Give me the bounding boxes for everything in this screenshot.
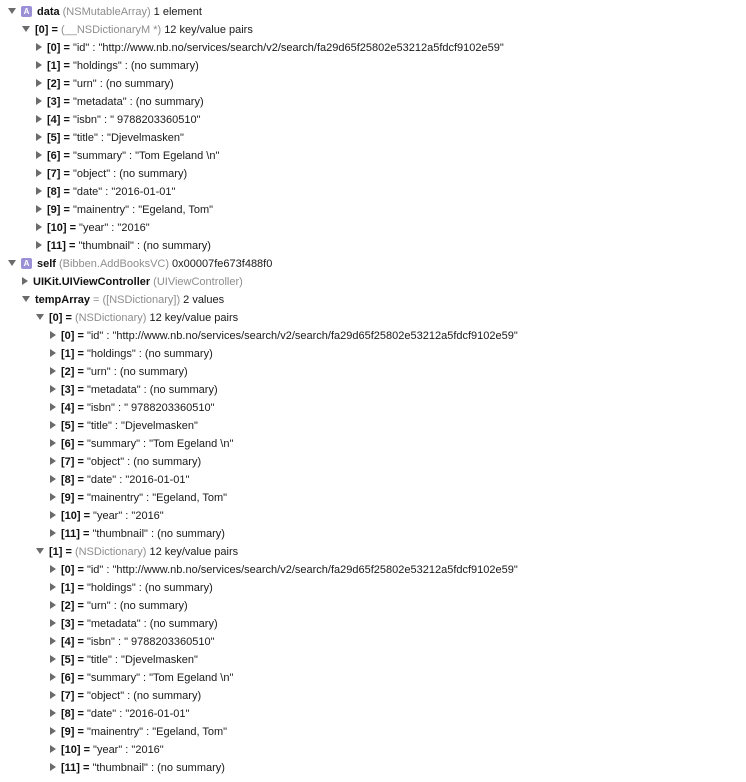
variable-name: [11] =: [61, 528, 90, 540]
variable-value: 1 element: [153, 6, 202, 18]
local-variable-icon: A: [21, 258, 32, 269]
disclosure-closed-icon[interactable]: [36, 151, 42, 159]
variable-value: "holdings" : (no summary): [86, 582, 213, 594]
variable-name: [3] =: [47, 96, 70, 108]
disclosure-closed-icon[interactable]: [50, 655, 56, 663]
variable-value: "urn" : (no summary): [86, 366, 188, 378]
disclosure-closed-icon[interactable]: [50, 745, 56, 753]
disclosure-closed-icon[interactable]: [36, 223, 42, 231]
variable-name: [7] =: [47, 168, 70, 180]
variable-row[interactable]: [0, 597, 746, 615]
disclosure-closed-icon[interactable]: [50, 367, 56, 375]
variable-row[interactable]: [0, 543, 746, 561]
variable-value: "year" : "2016": [93, 744, 164, 756]
variable-value: "date" : "2016-01-01": [86, 708, 190, 720]
variable-row[interactable]: [0, 129, 746, 147]
variable-row[interactable]: [0, 669, 746, 687]
variable-name: data: [37, 6, 60, 18]
variable-name: [5] =: [61, 654, 84, 666]
variable-name: [3] =: [61, 384, 84, 396]
disclosure-closed-icon[interactable]: [36, 79, 42, 87]
variable-type: (Bibben.AddBooksVC): [58, 258, 170, 270]
variable-row[interactable]: [0, 489, 746, 507]
variable-value: "thumbnail" : (no summary): [92, 528, 225, 540]
variable-name: [6] =: [61, 672, 84, 684]
variable-name: self: [37, 258, 56, 270]
variable-name: [4] =: [61, 402, 84, 414]
disclosure-open-icon[interactable]: [8, 8, 16, 14]
variable-name: [4] =: [47, 114, 70, 126]
variable-row[interactable]: [0, 633, 746, 651]
variable-value: "summary" : "Tom Egeland \n": [86, 438, 234, 450]
variable-row[interactable]: [0, 147, 746, 165]
variable-name: [6] =: [47, 150, 70, 162]
disclosure-closed-icon[interactable]: [36, 241, 42, 249]
variable-name: [3] =: [61, 618, 84, 630]
disclosure-open-icon[interactable]: [22, 26, 30, 32]
variable-name: [11] =: [47, 240, 76, 252]
variable-name: tempArray: [35, 294, 91, 306]
disclosure-closed-icon[interactable]: [50, 763, 56, 771]
variable-row[interactable]: [0, 471, 746, 489]
disclosure-closed-icon[interactable]: [36, 187, 42, 195]
variable-row[interactable]: [0, 615, 746, 633]
disclosure-closed-icon[interactable]: [50, 709, 56, 717]
disclosure-closed-icon[interactable]: [50, 349, 56, 357]
variable-value: "urn" : (no summary): [86, 600, 188, 612]
disclosure-closed-icon[interactable]: [50, 529, 56, 537]
disclosure-closed-icon[interactable]: [50, 691, 56, 699]
variable-value: "id" : "http://www.nb.no/services/search/v2/search/fa29d65f25802e53212a5fdcf9102e59": [86, 564, 518, 576]
disclosure-open-icon[interactable]: [8, 260, 16, 266]
variable-value: 2 values: [183, 294, 225, 306]
disclosure-closed-icon[interactable]: [50, 457, 56, 465]
variable-row[interactable]: [0, 291, 746, 309]
variable-value: "urn" : (no summary): [72, 78, 174, 90]
disclosure-closed-icon[interactable]: [50, 493, 56, 501]
variable-row[interactable]: [0, 3, 746, 21]
variable-name: [0] =: [61, 564, 84, 576]
disclosure-closed-icon[interactable]: [50, 727, 56, 735]
disclosure-closed-icon[interactable]: [50, 385, 56, 393]
variable-value: "title" : "Djevelmasken": [72, 132, 184, 144]
variable-value: "title" : "Djevelmasken": [86, 420, 198, 432]
variable-row[interactable]: [0, 561, 746, 579]
variable-row[interactable]: [0, 165, 746, 183]
variable-name: [9] =: [61, 492, 84, 504]
variable-row[interactable]: [0, 741, 746, 759]
variable-value: "year" : "2016": [79, 222, 150, 234]
variable-row[interactable]: [0, 705, 746, 723]
variable-name: [0] =: [61, 330, 84, 342]
disclosure-open-icon[interactable]: [36, 314, 44, 320]
variable-value: "date" : "2016-01-01": [72, 186, 176, 198]
variable-value: "object" : (no summary): [86, 456, 202, 468]
variable-name: [10] =: [61, 744, 91, 756]
disclosure-closed-icon[interactable]: [50, 511, 56, 519]
variable-row[interactable]: [0, 651, 746, 669]
variable-value: "mainentry" : "Egeland, Tom": [86, 726, 228, 738]
disclosure-closed-icon[interactable]: [36, 169, 42, 177]
variable-row[interactable]: [0, 345, 746, 363]
variable-value: "mainentry" : "Egeland, Tom": [72, 204, 214, 216]
variable-name: [1] =: [47, 60, 70, 72]
disclosure-closed-icon[interactable]: [36, 115, 42, 123]
variable-name: [1] =: [61, 348, 84, 360]
variable-value: "thumbnail" : (no summary): [78, 240, 211, 252]
disclosure-closed-icon[interactable]: [50, 565, 56, 573]
disclosure-closed-icon[interactable]: [22, 277, 28, 285]
variable-name: [8] =: [47, 186, 70, 198]
variable-row[interactable]: [0, 57, 746, 75]
variable-value: "metadata" : (no summary): [86, 618, 218, 630]
variable-row[interactable]: [0, 381, 746, 399]
variable-name: [2] =: [61, 366, 84, 378]
variable-value: "object" : (no summary): [72, 168, 188, 180]
variable-value: "summary" : "Tom Egeland \n": [86, 672, 234, 684]
disclosure-closed-icon[interactable]: [50, 439, 56, 447]
variable-name: [11] =: [61, 762, 90, 774]
variable-value: 12 key/value pairs: [149, 312, 239, 324]
variable-value: "holdings" : (no summary): [72, 60, 199, 72]
variable-name: [1] =: [61, 582, 84, 594]
variable-row[interactable]: [0, 687, 746, 705]
variable-name: [7] =: [61, 456, 84, 468]
disclosure-closed-icon[interactable]: [50, 583, 56, 591]
disclosure-closed-icon[interactable]: [36, 43, 42, 51]
variable-value: "metadata" : (no summary): [72, 96, 204, 108]
variable-value: "title" : "Djevelmasken": [86, 654, 198, 666]
variable-value: "metadata" : (no summary): [86, 384, 218, 396]
variable-row[interactable]: [0, 579, 746, 597]
variable-value: "holdings" : (no summary): [86, 348, 213, 360]
variable-row[interactable]: [0, 399, 746, 417]
variable-name: [10] =: [61, 510, 91, 522]
variable-name: [6] =: [61, 438, 84, 450]
disclosure-closed-icon[interactable]: [36, 133, 42, 141]
variable-type: = ([NSDictionary]): [93, 294, 181, 306]
variable-row[interactable]: [0, 93, 746, 111]
variable-name: [4] =: [61, 636, 84, 648]
disclosure-open-icon[interactable]: [22, 296, 30, 302]
variable-row[interactable]: [0, 525, 746, 543]
variable-name: [2] =: [47, 78, 70, 90]
variable-row[interactable]: [0, 453, 746, 471]
disclosure-closed-icon[interactable]: [36, 205, 42, 213]
variable-value: "isbn" : " 9788203360510": [86, 402, 215, 414]
variable-value: 12 key/value pairs: [149, 546, 239, 558]
disclosure-closed-icon[interactable]: [50, 619, 56, 627]
disclosure-closed-icon[interactable]: [50, 637, 56, 645]
variable-value: 12 key/value pairs: [164, 24, 253, 36]
variable-row[interactable]: [0, 111, 746, 129]
variable-row[interactable]: [0, 183, 746, 201]
disclosure-closed-icon[interactable]: [36, 97, 42, 105]
disclosure-open-icon[interactable]: [36, 548, 44, 554]
variable-type: (NSDictionary): [74, 546, 147, 558]
variable-row[interactable]: [0, 309, 746, 327]
variable-name: [5] =: [61, 420, 84, 432]
variable-row[interactable]: [0, 237, 746, 255]
variable-value: "year" : "2016": [93, 510, 164, 522]
variable-name: [10] =: [47, 222, 77, 234]
variable-value: 0x00007fe673f488f0: [172, 258, 273, 270]
variable-name: [8] =: [61, 474, 84, 486]
variable-name: [0] =: [35, 24, 58, 36]
variable-value: "mainentry" : "Egeland, Tom": [86, 492, 228, 504]
variable-type: (NSDictionary): [74, 312, 147, 324]
variable-value: "date" : "2016-01-01": [86, 474, 190, 486]
variable-row[interactable]: [0, 21, 746, 39]
variable-value: "summary" : "Tom Egeland \n": [72, 150, 220, 162]
variable-value: "isbn" : " 9788203360510": [72, 114, 201, 126]
disclosure-closed-icon[interactable]: [50, 331, 56, 339]
variable-name: [0] =: [49, 312, 72, 324]
disclosure-closed-icon[interactable]: [36, 61, 42, 69]
variable-name: [8] =: [61, 708, 84, 720]
variable-row[interactable]: [0, 759, 746, 777]
variable-name: UIKit.UIViewController: [33, 276, 151, 288]
variable-value: "id" : "http://www.nb.no/services/search/v2/search/fa29d65f25802e53212a5fdcf9102e59": [86, 330, 518, 342]
variable-row[interactable]: [0, 219, 746, 237]
variable-row[interactable]: [0, 75, 746, 93]
variable-row[interactable]: [0, 255, 746, 273]
variable-row[interactable]: [0, 507, 746, 525]
variable-row[interactable]: [0, 723, 746, 741]
variable-name: [2] =: [61, 600, 84, 612]
variable-name: [9] =: [47, 204, 70, 216]
variable-type: (__NSDictionaryM *): [60, 24, 162, 36]
variable-type: (NSMutableArray): [62, 6, 151, 18]
variable-name: [1] =: [49, 546, 72, 558]
variable-row[interactable]: [0, 363, 746, 381]
variable-row[interactable]: [0, 201, 746, 219]
variable-value: "object" : (no summary): [86, 690, 202, 702]
variable-name: [5] =: [47, 132, 70, 144]
variable-name: [7] =: [61, 690, 84, 702]
local-variable-icon: A: [21, 6, 32, 17]
variable-name: [9] =: [61, 726, 84, 738]
variable-row[interactable]: [0, 435, 746, 453]
variable-value: "id" : "http://www.nb.no/services/search/v2/search/fa29d65f25802e53212a5fdcf9102e59": [72, 42, 504, 54]
disclosure-closed-icon[interactable]: [50, 475, 56, 483]
variable-row[interactable]: [0, 39, 746, 57]
variable-value: "isbn" : " 9788203360510": [86, 636, 215, 648]
variable-row[interactable]: [0, 273, 746, 291]
disclosure-closed-icon[interactable]: [50, 601, 56, 609]
variable-value: "thumbnail" : (no summary): [92, 762, 225, 774]
variable-row[interactable]: [0, 417, 746, 435]
variable-name: [0] =: [47, 42, 70, 54]
disclosure-closed-icon[interactable]: [50, 421, 56, 429]
disclosure-closed-icon[interactable]: [50, 403, 56, 411]
variable-type: (UIViewController): [153, 276, 243, 288]
disclosure-closed-icon[interactable]: [50, 673, 56, 681]
variable-row[interactable]: [0, 327, 746, 345]
